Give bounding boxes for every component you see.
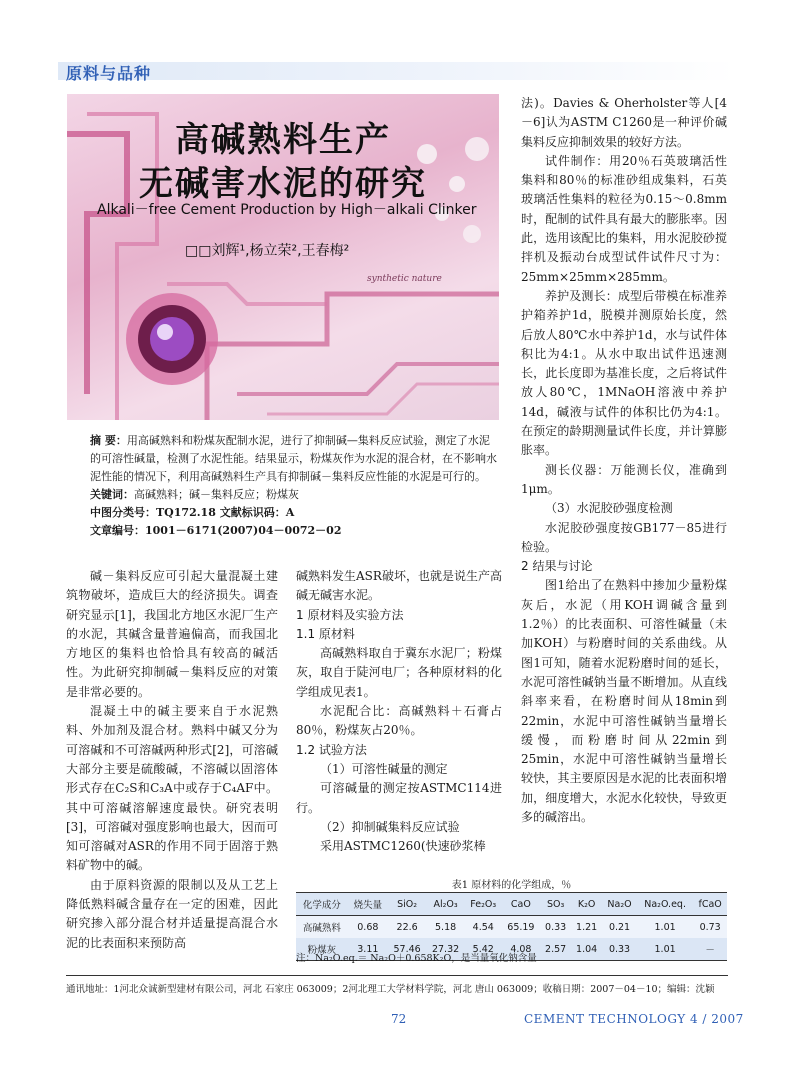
title-line-1: 高碱熟料生产 [175, 120, 391, 160]
table-cell: 0.73 [699, 921, 721, 933]
paragraph: 法)。Davies & Oherholster等人[4－6]认为ASTM C1260是一种评价碱集料反应抑制效果的较好方法。 [521, 96, 727, 149]
english-title: Alkali－free Cement Production by High－alkali Clinker [97, 202, 477, 218]
body-column-left [66, 567, 278, 953]
paragraph: 混凝土中的碱主要来自于水泥熟料、外加剂及混合材。熟料中碱又分为可溶碱和不可溶碱两种形式[2]，可溶碱大部分主要是硫酸碱，不溶碱以固溶体形式存在C₂S和C₃A中或存于C₄AF中。其中可溶碱溶解速度最快。研究表明[3]，可溶碱对强度影响也最大，因而可知可溶碱对ASR的作用不同于固溶于熟料矿物中的碱。 [66, 704, 278, 873]
table-cell: 0.33 [608, 943, 631, 955]
table-cell: 粉煤灰 [307, 945, 337, 956]
table-cell: 1.04 [576, 943, 598, 955]
table-cell: － [705, 945, 715, 956]
table-cell: 1.01 [654, 943, 676, 955]
article-number: 文章编号：1001－6171(2007)04－0072－02 [90, 524, 342, 537]
table-header-cell: CaO [510, 898, 531, 910]
table-cell: 0.33 [545, 921, 567, 933]
section-tag: 原料与品种 [66, 64, 152, 83]
section-heading: 2 结果与讨论 [521, 559, 593, 574]
paragraph: 水泥胶砂强度按GB177－85进行检验。 [521, 520, 727, 554]
abstract-label: 摘 要： [90, 434, 127, 447]
table-header-cell: 化学成分 [302, 900, 341, 911]
paragraph: 测长仪器：万能测长仪，准确到1μm。 [521, 462, 727, 496]
paragraph: 水泥配合比：高碱熟料＋石膏占80％，粉煤灰占20％。 [296, 704, 502, 738]
page-number: 72 [391, 1012, 407, 1026]
table-header-cell: K₂O [577, 898, 596, 910]
table-header-cell: 烧失量 [353, 900, 383, 911]
paragraph: 碱－集料反应可引起大量混凝土建筑物破坏，造成巨大的经济损失。调查研究显示[1]，我国北方地区水泥厂生产的水泥，其碱含量普遍偏高，而我国北方地区的集料也恰恰具有较高的碱活性。为此研究抑制碱－集料反应的对策是非常必要的。 [66, 569, 278, 699]
table-cell: 2.57 [545, 943, 567, 955]
paragraph: 试件制作：用20％石英玻璃活性集料和80％的标准砂组成集料，石英玻璃活性集料的粒径为0.15～0.8mm时，配制的试件具有最大的膨胀率。因此，选用该配比的集料，用水泥胶砂搅拌机及振动台成型试件试件尺寸为：25mm×25mm×285mm。 [521, 153, 727, 284]
table-header-cell: SO₃ [546, 898, 565, 910]
keywords-label: 关键词： [90, 488, 134, 501]
table-header-cell: Na₂O.eq. [644, 898, 686, 910]
table-cell: 4.08 [510, 943, 532, 955]
section-heading: 1 原材料及实验方法 [296, 607, 404, 622]
table-cell: 5.18 [435, 921, 457, 933]
paragraph: 由于原料资源的限制以及从工艺上降低熟料碱含量存在一定的困难，因此研究掺入部分混合材并适量提高混合水泥的比表面积来预防高 [66, 877, 278, 950]
table-cell: 57.46 [393, 943, 421, 955]
sub-item: （2）抑制碱集料反应试验 [320, 819, 460, 834]
abstract-text: 用高碱熟料和粉煤灰配制水泥，进行了抑制碱—集料反应试验，测定了水泥的可溶性碱量，检测了水泥性能。结果显示，粉煤灰作为水泥的混合材，在不影响水泥性能的情况下，利用高碱熟料生产具有抑制碱－集料反应性能的水泥是可行的。 [90, 434, 497, 483]
body-column-right [521, 94, 727, 827]
paragraph: 可溶碱量的测定按ASTMC114进行。 [296, 781, 502, 815]
table-cell: 3.11 [357, 943, 379, 955]
table-header-cell: SiO₂ [397, 898, 418, 910]
clc-number: 中图分类号：TQ172.18 文献标识码：A [90, 506, 295, 519]
sub-item: （3）水泥胶砂强度检测 [545, 501, 673, 516]
keywords: 高碱熟料；碱－集料反应；粉煤灰 [134, 488, 299, 501]
subsection-heading: 1.1 原材料 [296, 626, 355, 641]
table-header-cell: Al₂O₃ [433, 898, 458, 910]
subsection-heading: 1.2 试验方法 [296, 742, 367, 757]
paragraph: 碱熟料发生ASR破坏，也就是说生产高碱无碱害水泥。 [296, 569, 502, 603]
table-cell: 27.32 [431, 943, 460, 955]
paragraph: 采用ASTMC1260(快速砂浆棒 [320, 839, 486, 854]
correspondence-address: 通讯地址：1河北众诚新型建材有限公司，河北 石家庄 063009；2河北理工大学材料学院，河北 唐山 063009；收稿日期：2007－04－10；编辑：沈颖 [66, 984, 715, 995]
body-column-middle [296, 567, 502, 856]
table-cell: 0.21 [608, 921, 631, 933]
journal-name: CEMENT TECHNOLOGY 4 / 2007 [524, 1012, 744, 1026]
title-banner [67, 94, 499, 420]
table-note: 注：Na₂O.eq.＝ Na₂O＋0.658K₂O，是当量氧化钠含量 [296, 953, 537, 964]
paragraph: 图1给出了在熟料中掺加少量粉煤灰后，水泥（用KOH调碱含量到1.2％）的比表面积、可溶性碱量（未加KOH）与粉磨时间的关系曲线。从图1可知，随着水泥粉磨时间的延长，水泥可溶性碱钠当量不断增加。从直线斜率来看，在粉磨时间从18min到22min，水泥中可溶性碱钠当量增长缓慢，而粉磨时间从22min到25min，水泥中可溶性碱钠当量增长较快，其主要原因是水泥的比表面积增加，细度增大，水泥水化较快，导致更多的碱溶出。 [521, 578, 727, 824]
table-cell: 1.01 [654, 921, 676, 933]
section-header-bar [58, 62, 736, 80]
table-title: 表1 原材料的化学组成，％ [451, 880, 572, 891]
abstract-block [90, 432, 500, 540]
banner-decorative-text: synthetic nature [367, 274, 442, 284]
table-cell: 1.21 [576, 921, 598, 933]
table-cell: 0.68 [357, 921, 379, 933]
table-cell: 高碱熟料 [302, 923, 341, 934]
table-header-row [296, 893, 727, 916]
paragraph: 高碱熟料取自于冀东水泥厂；粉煤灰，取自于陡河电厂；各种原材料的化学组成见表1。 [296, 646, 502, 699]
table-header-cell: fCaO [698, 898, 722, 910]
table-cell: 4.54 [472, 921, 494, 933]
table-header-cell: Na₂O [607, 898, 632, 910]
authors: □□刘辉¹,杨立荣²,王春梅² [185, 243, 350, 259]
table-cell: 5.42 [472, 943, 494, 955]
sub-item: （1）可溶性碱量的测定 [320, 761, 448, 776]
table-cell: 22.6 [396, 921, 418, 933]
table-cell: 65.19 [507, 921, 535, 933]
footer-divider [66, 975, 728, 976]
table-row [296, 916, 727, 939]
table-header-cell: Fe₂O₃ [470, 898, 497, 910]
title-line-2: 无碱害水泥的研究 [139, 164, 427, 204]
paragraph: 养护及测长：成型后带模在标准养护箱养护1d，脱模并测原始长度，然后放人80℃水中养护1d，水与试件体积比为4:1。从水中取出试件迅速测长，此长度即为基准长度，之后将试件放人80℃，1MNaOH溶液中养护14d，碱液与试件的体积比仍为4:1。在预定的龄期测量试件长度，并计算膨胀率。 [521, 288, 727, 458]
